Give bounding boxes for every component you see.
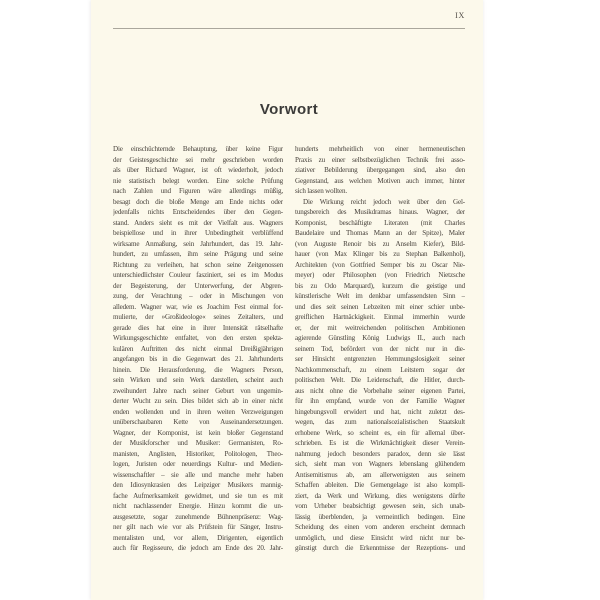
text-line: tungsbereich des Musikdramas hinaus. Wagner, der	[295, 208, 465, 216]
text-line: wegen, das zum nationalsozialistischen Staatskult	[295, 418, 465, 426]
text-line: ner gilt nach wie vor als Prüfstein für Sänger, Instru-	[113, 523, 283, 531]
text-line: unmöglich, und diese Einsicht wird nicht nur be-	[295, 533, 465, 542]
text-line: mentalisten und, vor allem, Dirigenten, eigentlich	[113, 533, 283, 542]
text-line: er, der mit weitreichenden politischen Ambitionen	[295, 323, 465, 332]
text-line: Wagner, der Komponist, ist kein bloßer Gegenstand	[113, 428, 283, 437]
text-line: politischen Welt. Die Leidenschaft, die Hitler, durch-	[295, 376, 465, 384]
text-line: nach Zahlen und Figuren wäre allerdings müßig,	[113, 187, 283, 195]
text-line: gerade dies hat eine in ihrer Intensität rätselhafte	[113, 323, 283, 332]
text-line: aus nicht ohne die Vorbehalte seiner eigenen Partei,	[295, 386, 465, 395]
text-line: Gegenstand, aus welchen Motiven auch immer, hinter	[295, 176, 465, 185]
text-line: ser Hinsicht entgrenzten Hemmungslosigkeit seiner	[295, 355, 465, 363]
text-line: Baudelaire und Thomas Mann an der Spitze), Maler	[295, 229, 465, 237]
text-line: unüberschaubaren Kette von Auseinandersetzungen.	[113, 418, 283, 426]
page-number: IX	[455, 11, 465, 20]
text-line: hundert, zu umfassen, ihm seine Prägung und seine	[113, 250, 283, 258]
text-line: jedenfalls nichts Entscheidendes über den Gegen-	[113, 208, 283, 216]
text-line: und dies seit seinen Lebzeiten mit einer schier unbe-	[295, 302, 465, 311]
text-line: logen, Juristen oder neuerdings Kultur- und Medien-	[113, 460, 283, 468]
text-line: sich lassen wollten.	[295, 187, 347, 195]
header-rule	[113, 28, 465, 29]
text-line: sich, sieht man von Wagners lebenslang glühendem	[295, 460, 465, 468]
text-line: Wirkungsgeschichte entfaltet, von den ersten spekta-	[113, 334, 283, 342]
text-line: (von Auguste Renoir bis zu Anselm Kiefer), Bild-	[295, 239, 465, 248]
text-line: zweihundert Jahre nach seiner Geburt von ungemin-	[113, 386, 283, 395]
text-line: hauer (von Max Klinger bis zu Stephan Balkenhol),	[295, 250, 465, 258]
text-line: nahmung jedoch besonders paradox, denn sie lässt	[295, 449, 465, 458]
text-line: kulären Auftritten des nicht einmal Dreißigjährigen	[113, 344, 283, 353]
right-column	[295, 144, 465, 554]
text-line: hunderts mehrheitlich von einer hermeneutischen	[295, 145, 465, 153]
text-line: Komponist, beschäftigte Literaten (mit Charles	[295, 218, 465, 227]
text-line: Die Wirkung reicht jedoch weit über den Gel-	[303, 197, 465, 206]
text-line: alledem. Wagner war, wie es Joachim Fest einmal for-	[113, 302, 283, 311]
text-line: vom Urheber beabsichtigt gewesen sein, sich unab-	[295, 502, 465, 510]
text-line: agierende Günstling König Ludwigs II., auch nach	[295, 334, 465, 342]
text-line: künstlerische Welt im denkbar umfassendsten Sinn –	[295, 292, 465, 300]
text-line: erhobene Werk, so scheint es, ein für allemal über-	[295, 428, 465, 437]
text-line: hingebungsvoll erwidert und hat, nicht zuletzt des-	[295, 407, 465, 416]
text-line: nicht nachlassender Energie. Hinzu kommt die un-	[113, 502, 283, 510]
text-line: der Geistesgeschichte sei mehr geschrieben worden	[113, 155, 283, 164]
running-head	[113, 11, 465, 20]
text-line: hinein. Die Herausforderung, die Wagners Person,	[113, 365, 283, 374]
text-line: der Begeisterung, der Unterwerfung, der Abgren-	[113, 281, 283, 290]
text-line: ziert, da Werk und Wirkung, dies wenigstens dürfte	[295, 491, 465, 500]
text-line: für ihn empfand, wurde von der Familie Wagner	[295, 397, 465, 405]
text-line: bis zu Odo Marquard), kurzum die geistige und	[295, 281, 465, 290]
body-text	[113, 144, 465, 554]
text-line: der Musikforscher und Musiker: Germanisten, Ro-	[113, 439, 283, 447]
text-line: derter Wucht zu sein. Dies bildet sich ab in einer nicht	[113, 397, 283, 405]
text-line: Praxis zu einer selbstbezüglichen Technik frei asso-	[295, 155, 465, 164]
text-line: meyer) oder Philosophen (von Friedrich Nietzsche	[295, 271, 465, 279]
text-line: Die einschüchternde Behauptung, über keine Figur	[113, 145, 283, 153]
text-line: sein Wirken und sein Werk darstellen, scheint auch	[113, 376, 283, 384]
text-line: beispiellose und in ihrer Unbedingtheit verblüffend	[113, 229, 283, 237]
text-line: Schaffen ableiten. Die Gemengelage ist also kompli-	[295, 481, 465, 489]
text-line: Richtung zu verleihen, hat schon seine Zeitgenossen	[113, 260, 283, 269]
text-line: wissenschaftler – sie alle und manche mehr haben	[113, 470, 283, 479]
page-title: Vorwort	[259, 101, 319, 118]
book-page	[91, 0, 483, 600]
left-column	[113, 144, 283, 554]
text-line: als über Richard Wagner, ist oft wiederholt, jedoch	[113, 166, 283, 174]
text-line: Antisemitismus ab, am allerwenigsten aus seinem	[295, 470, 465, 479]
text-line: manisten, Anglisten, Historiker, Politologen, Theo-	[113, 449, 283, 458]
text-line: angefangen bis in die Gegenwart des 21. Jahrhunderts	[113, 355, 283, 363]
text-line: Scheidung des einen vom anderen erscheint demnach	[295, 523, 465, 531]
text-line: nie statistisch belegt worden. Eine solche Prüfung	[113, 176, 283, 185]
text-line: ausgesetzte, sogar zunehmende Bühnenpräsenz: Wag-	[113, 512, 283, 521]
text-line: Nachkommenschaft, zu einem Leitstern sogar der	[295, 365, 465, 374]
text-line: seinem Tod, befördert von der nicht nur in die-	[295, 344, 465, 353]
text-line: Architekten (von Gottfried Semper bis zu Oscar Nie-	[295, 260, 465, 269]
text-line: greiflichen Hartnäckigkeit. Einmal immerhin wurde	[295, 313, 465, 321]
text-line: schrieben. Es ist die Wirkmächtigkeit dieser Verein-	[295, 439, 465, 447]
text-line: fache Aufmerksamkeit gewidmet, und sie tun es mit	[113, 491, 283, 500]
text-line: mulierte, der »Großideologe« seines Zeitalters, und	[113, 313, 283, 321]
text-line: lässig überblenden, ja vermeintlich bedingen. Eine	[295, 512, 465, 521]
text-line: ziativer Bebilderung übergegangen sind, also den	[295, 166, 465, 174]
text-line: stand. Anders sieht es mit der Vielfalt aus. Wagners	[113, 218, 283, 227]
text-line: unterschiedlichster Couleur fasziniert, sei es im Modus	[113, 271, 283, 279]
text-line: den Idiosynkrasien des Leipziger Musikers mannig-	[113, 481, 283, 489]
text-line: enden wollenden und in ihren weiten Verzweigungen	[113, 407, 283, 416]
text-line: besagt doch die bloße Menge am Ende nichts oder	[113, 197, 283, 206]
text-line: zung, der Verachtung – oder in Mischungen von	[113, 292, 283, 300]
text-line: wirksame Anmaßung, sein Jahrhundert, das 19. Jahr-	[113, 239, 283, 248]
text-line: auch für Regisseure, die jedoch am Ende des 20. Jahr-	[113, 544, 283, 552]
text-line: günstigt durch die Erkenntnisse der Rezeptions- und	[295, 544, 465, 552]
